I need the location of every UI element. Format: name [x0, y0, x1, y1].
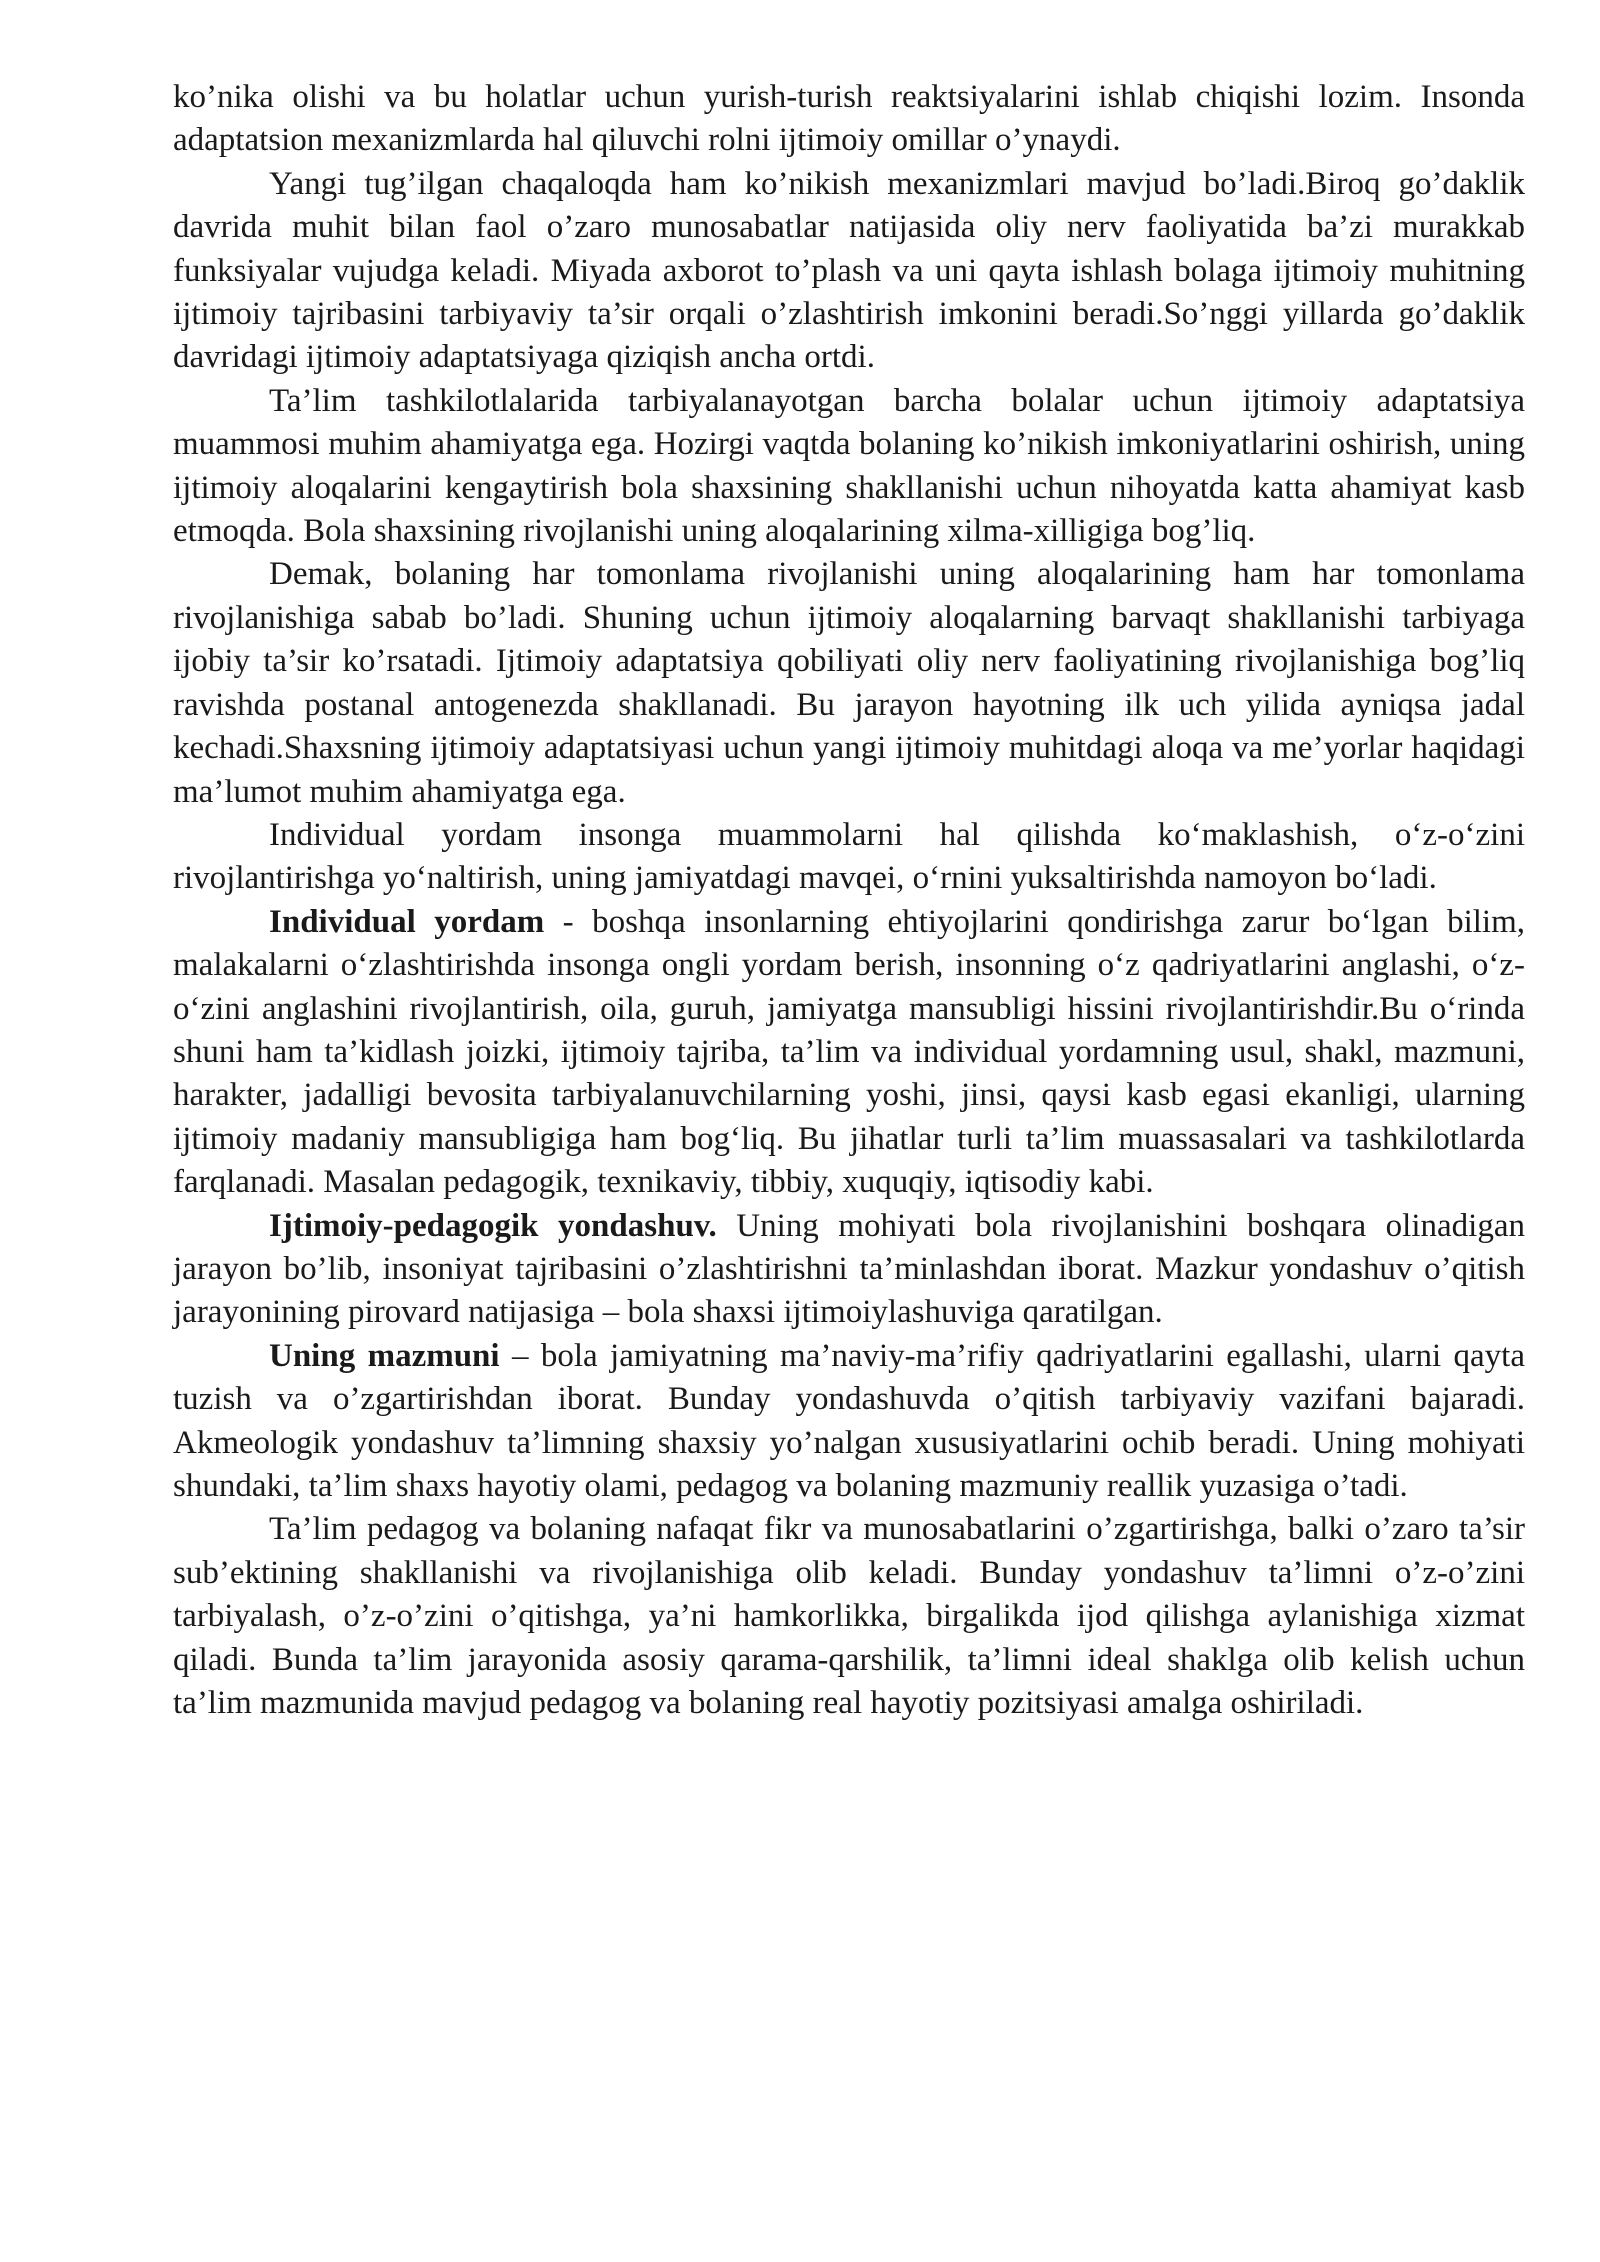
- paragraph-text: - boshqa insonlarning ehtiyojlarini qondirishga zarur bo‘lgan bilim, malakalarni o‘zlashtirishda insonga ongli yordam berish, insonning o‘z qadriyatlarini anglashi, o‘z-o‘zini anglashini rivojlantirish, oila, guruh, jamiyatga mansubligi hissini rivojlantirishdir.Bu o‘rinda shuni ham ta’kidlash joizki, ijtimoiy tajriba, ta’lim va individual yordamning usul, shakl, mazmuni, harakter, jadalligi bevosita tarbiyalanuvchilarning yoshi, jinsi, qaysi kasb egasi ekanligi, ularning ijtimoiy madaniy mansubligiga ham bog‘liq. Bu jihatlar turli ta’lim muassasalari va tashkilotlarda farqlanadi. Masalan pedagogik, texnikaviy, tibbiy, xuquqiy, iqtisodiy kabi.: [173, 903, 1525, 1201]
- paragraph-2: [173, 163, 1525, 380]
- paragraph-7: [173, 1205, 1525, 1335]
- paragraph-9: [173, 1508, 1525, 1725]
- paragraph-text: ko’nika olishi va bu holatlar uchun yurish-turish reaktsiyalarini ishlab chiqishi lozim. Insonda adaptatsion mexanizmlarda hal qiluvchi rolni ijtimoiy omillar o’ynaydi.: [173, 79, 1525, 159]
- paragraph-text: Ta’lim pedagog va bolaning nafaqat fikr va munosabatlarini o’zgartirishga, balki o’zaro ta’sir sub’ektining shakllanishi va rivojlanishiga olib keladi. Bunday yondashuv ta’limni o’z-o’zini tarbiyalash, o’z-o’zini o’qitishga, ya’ni hamkorlikka, birgalikda ijod qilishga aylanishiga xizmat qiladi. Bunda ta’lim jarayonida asosiy qarama-qarshilik, ta’limni ideal shaklga olib kelish uchun ta’lim mazmunida mavjud pedagog va bolaning real hayotiy pozitsiyasi amalga oshiriladi.: [173, 1511, 1525, 1722]
- paragraph-text: Individual yordam insonga muammolarni hal qilishda ko‘maklashish, o‘z-o‘zini rivojlantirishga yo‘naltirish, uning jamiyatdagi mavqei, o‘rnini yuksaltirishda namoyon bo‘ladi.: [173, 816, 1525, 897]
- bold-term: Ijtimoiy-pedagogik yondashuv.: [269, 1207, 717, 1244]
- paragraph-3: [173, 380, 1525, 554]
- paragraph-text: Uning mohiyati bola rivojlanishini boshqara olinadigan jarayon bo’lib, insoniyat tajribasini o’zlashtirishni ta’minlashdan iborat. Mazkur yondashuv o’qitish jarayonining pirovard natijasiga – bola shaxsi ijtimoiylashuviga qaratilgan.: [173, 1207, 1525, 1331]
- paragraph-5: [173, 814, 1525, 901]
- paragraph-4: [173, 553, 1525, 813]
- paragraph-6: [173, 901, 1525, 1205]
- document-page: [173, 76, 1525, 1725]
- paragraph-text: Yangi tug’ilgan chaqaloqda ham ko’nikish mexanizmlari mavjud bo’ladi.Biroq go’daklik davrida muhit bilan faol o’zaro munosabatlar natijasida oliy nerv faoliyatida ba’zi murakkab funksiyalar vujudga keladi. Miyada axborot to’plash va uni qayta ishlash bolaga ijtimoiy muhitning ijtimoiy tajribasini tarbiyaviy ta’sir orqali o’zlashtirish imkonini beradi.So’nggi yillarda go’daklik davridagi ijtimoiy adaptatsiyaga qiziqish ancha ortdi.: [173, 165, 1525, 376]
- paragraph-text: – bola jamiyatning ma’naviy-ma’rifiy qadriyatlarini egallashi, ularni qayta tuzish va o’zgartirishdan iborat. Bunday yondashuvda o’qitish tarbiyaviy vazifani bajaradi. Akmeologik yondashuv ta’limning shaxsiy yo’nalgan xususiyatlarini ochib beradi. Uning mohiyati shundaki, ta’lim shaxs hayotiy olami, pedagog va bolaning mazmuniy reallik yuzasiga o’tadi.: [173, 1337, 1525, 1504]
- paragraph-text: Demak, bolaning har tomonlama rivojlanishi uning aloqalarining ham har tomonlama rivojlanishiga sabab bo’ladi. Shuning uchun ijtimoiy aloqalarning barvaqt shakllanishi tarbiyaga ijobiy ta’sir ko’rsatadi. Ijtimoiy adaptatsiya qobiliyati oliy nerv faoliyatining rivojlanishiga bog’liq ravishda postanal antogenezda shakllanadi. Bu jarayon hayotning ilk uch yilida ayniqsa jadal kechadi.Shaxsning ijtimoiy adaptatsiyasi uchun yangi ijtimoiy muhitdagi aloqa va me’yorlar haqidagi ma’lumot muhim ahamiyatga ega.: [173, 556, 1525, 810]
- paragraph-1: [173, 76, 1525, 163]
- paragraph-text: Ta’lim tashkilotlalarida tarbiyalanayotgan barcha bolalar uchun ijtimoiy adaptatsiya muammosi muhim ahamiyatga ega. Hozirgi vaqtda bolaning ko’nikish imkoniyatlarini oshirish, uning ijtimoiy aloqalarini kengaytirish bola shaxsining shakllanishi uchun nihoyatda katta ahamiyat kasb etmoqda. Bola shaxsining rivojlanishi uning aloqalarining xilma-xilligiga bog’liq.: [173, 382, 1525, 550]
- paragraph-8: [173, 1335, 1525, 1509]
- bold-term: Individual yordam: [269, 903, 545, 940]
- bold-term: Uning mazmuni: [269, 1337, 500, 1374]
